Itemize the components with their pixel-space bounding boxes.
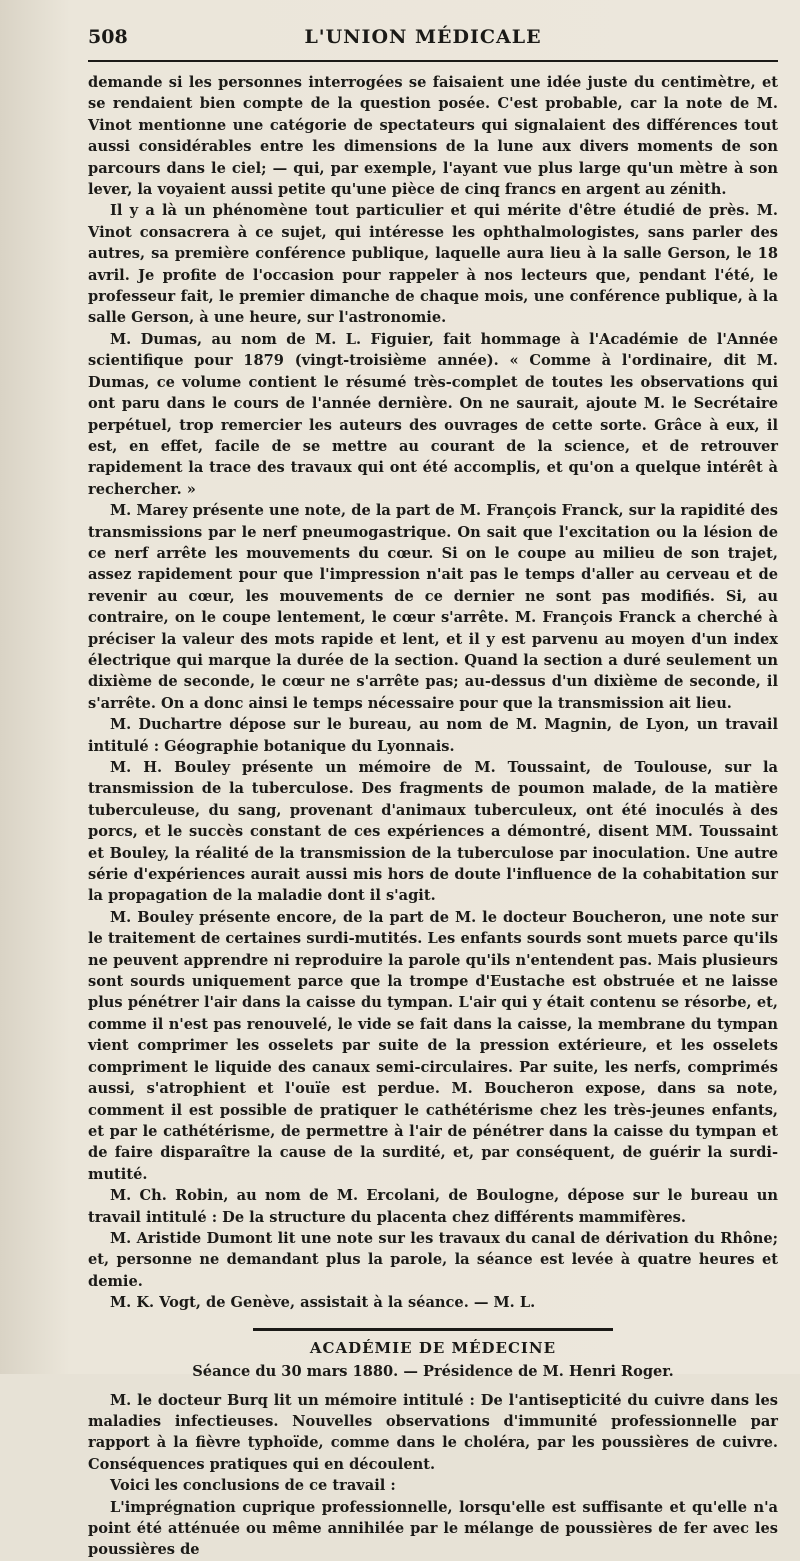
paragraph: L'imprégnation cuprique professionnelle, lorsqu'elle est suffisante et qu'elle n'a point été atténuée ou même annihilée par le mélange de poussières de fer avec les poussières de	[88, 1498, 778, 1559]
page-header	[88, 26, 778, 62]
article-body	[88, 72, 778, 1314]
paragraph: M. Ch. Robin, au nom de M. Ercolani, de Boulogne, dépose sur le bureau un travail intitulé : De la structure du placenta chez différents mammifères.	[88, 1187, 778, 1226]
running-title: L'UNION MÉDICALE	[304, 26, 542, 48]
paragraph: M. H. Bouley présente un mémoire de M. Toussaint, de Toulouse, sur la transmission de la tuberculose. Des fragments de poumon malade, de la matière tuberculeuse, du sang, provenant d'animaux tuberculeux, ont été inoculés à des porcs, et le succès constant de ces expériences a démontré, disent MM. Toussaint et Bouley, la réalité de la transmission de la tuberculose par inoculation. Une autre série d'expériences aurait aussi mis hors de doute l'influence de la cohabitation sur la propagation de la maladie dont il s'agit.	[88, 759, 778, 905]
section-title: ACADÉMIE DE MÉDECINE	[309, 1338, 557, 1357]
academie-body	[88, 1390, 778, 1561]
paragraph: Voici les conclusions de ce travail :	[110, 1477, 396, 1495]
paragraph: M. le docteur Burq lit un mémoire intitulé : De l'antisepticité du cuivre dans les maladies infectieuses. Nouvelles observations d'immunité professionnelle par rapport à la fièvre typhoïde, comme dans le choléra, par les poussières de cuivre. Conséquences pratiques qui en découlent.	[88, 1391, 778, 1473]
paragraph: M. Bouley présente encore, de la part de M. le docteur Boucheron, une note sur le traitement de certaines surdi-mutités. Les enfants sourds sont muets parce qu'ils ne peuvent apprendre ni reproduire la parole qu'ils n'entendent pas. Mais plusieurs sont sourds uniquement parce que la trompe d'Eustache est obstruée et ne laisse plus pénétrer l'air dans la caisse du tympan. L'air qui y était contenu se résorbe, et, comme il n'est pas renouvelé, le vide se fait dans la caisse, la membrane du tympan vient comprimer les osselets par suite de la pression extérieure, et les osselets compriment le liquide des canaux semi-circulaires. Par suite, les nerfs, comprimés aussi, s'atrophient et l'ouïe est perdue. M. Boucheron expose, dans sa note, comment il est possible de pratiquer le cathétérisme chez les très-jeunes enfants, et par le cathétérisme, de permettre à l'air de pénétrer dans la caisse du tympan et de faire disparaître la cause de la surdité, et, par conséquent, de guérir la surdi-mutité.	[88, 908, 778, 1183]
paragraph: M. Marey présente une note, de la part de M. François Franck, sur la rapidité des transmissions par le nerf pneumogastrique. On sait que l'excitation ou la lésion de ce nerf arrête les mouvements du cœur. Si on le coupe au milieu de son trajet, assez rapidement pour que l'impression n'ait pas le temps d'aller au cerveau et de revenir au cœur, les mouvements de ce dernier ne sont pas modifiés. Si, au contraire, on le coupe lentement, le cœur s'arrête. M. François Franck a cherché à préciser la valeur des mots rapide et lent, et il y est parvenu au moyen d'un index électrique qui marque la durée de la section. Quand la section a duré seulement un dixième de seconde, le cœur ne s'arrête pas; au-dessus d'un dixième de seconde, il s'arrête. On a donc ainsi le temps nécessaire pour que la transmission ait lieu.	[88, 502, 778, 712]
paragraph: M. Duchartre dépose sur le bureau, au nom de M. Magnin, de Lyon, un travail intitulé : Géographie botanique du Lyonnais.	[88, 716, 778, 755]
paragraph: M. Aristide Dumont lit une note sur les travaux du canal de dérivation du Rhône; et, personne ne demandant plus la parole, la séance est levée à quatre heures et demie.	[88, 1229, 778, 1290]
section-divider	[253, 1328, 613, 1331]
paragraph: M. Dumas, au nom de M. L. Figuier, fait hommage à l'Académie de l'Année scientifique pour 1879 (vingt-troisième année). « Comme à l'ordinaire, dit M. Dumas, ce volume contient le résumé très-complet de toutes les observations qui ont paru dans le cours de l'année dernière. On ne saurait, ajoute M. le Secrétaire perpétuel, trop remercier les auteurs des ouvrages de cette sorte. Grâce à eux, il est, en effet, facile de se mettre au courant de la science, et de retrouver rapidement la trace des travaux qui ont été accomplis, et qu'on a quelque intérêt à rechercher. »	[88, 330, 778, 498]
session-line: Séance du 30 mars 1880. — Présidence de M. Henri Roger.	[192, 1362, 674, 1380]
paragraph: Il y a là un phénomène tout particulier et qui mérite d'être étudié de près. M. Vinot consacrera à ce sujet, qui intéresse les ophthalmologistes, sans parler des autres, sa première conférence publique, laquelle aura lieu à la salle Gerson, le 18 avril. Je profite de l'occasion pour rappeler à nos lecteurs que, pendant l'été, le professeur fait, le premier dimanche de chaque mois, une conférence publique, à la salle Gerson, à une heure, sur l'astronomie.	[88, 202, 778, 327]
page-number: 508	[88, 26, 128, 48]
paragraph: demande si les personnes interrogées se faisaient une idée juste du centimètre, et se rendaient bien compte de la question posée. C'est probable, car la note de M. Vinot mentionne une catégorie de spectateurs qui signalaient des différences tout aussi considérables entre les dimensions de la lune aux divers moments de son parcours dans le ciel; — qui, par exemple, l'ayant vue plus large qu'un mètre à son lever, la voyaient aussi petite qu'une pièce de cinq francs en argent au zénith.	[88, 74, 778, 199]
paragraph: M. K. Vogt, de Genève, assistait à la séance. — M. L.	[110, 1294, 536, 1312]
